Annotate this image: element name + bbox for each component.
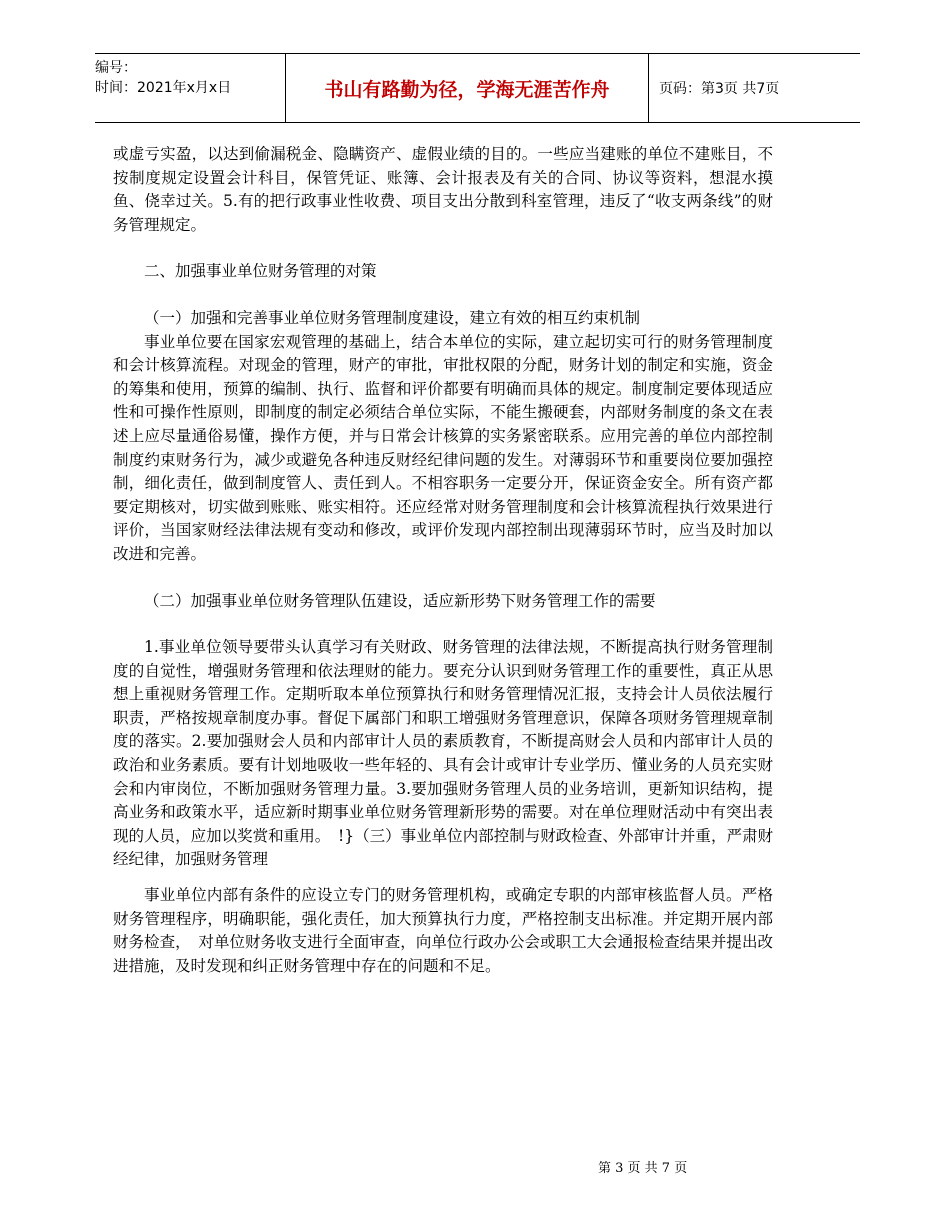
page-footer: 第 3 页 共 7 页	[598, 1161, 688, 1176]
section-heading-2: 二、加强事业单位财务管理的对策	[144, 262, 377, 281]
header-meta	[95, 54, 285, 122]
document-body	[113, 143, 773, 978]
paragraph-internal-control: 事业单位内部有条件的应设立专门的财务管理机构，或确定专职的内部审核监督人员。严格财务管理程序，明确职能，强化责任，加大预算执行力度，严格控制支出标准。并定期开展内部财务检查， 对单位财务收支进行全面审查，向单位行政办公会或职工大会通报检查结果并提出改进措施，及时发现和纠正财务管理中存在的问题和不足。	[113, 886, 773, 975]
subsection-heading-1: （一）加强和完善事业单位财务管理制度建设，建立有效的相互约束机制	[144, 308, 641, 327]
paragraph-intro: 或虚亏实盈，以达到偷漏税金、隐瞒资产、虚假业绩的目的。一些应当建账的单位不建账目，不按制度规定设置会计科目，保管凭证、账簿、会计报表及有关的合同、协议等资料，想混水摸鱼、侥幸过关。5.有的把行政事业性收费、项目支出分散到科室管理，违反了“收支两条线”的财务管理规定。	[113, 145, 773, 234]
page-header	[95, 53, 860, 123]
header-page-info: 页码：第3页 共7页	[659, 81, 780, 97]
paragraph-system-building: 事业单位要在国家宏观管理的基础上，结合本单位的实际，建立起切实可行的财务管理制度和会计核算流程。对现金的管理，财产的审批，审批权限的分配，财务计划的制定和实施，资金的筹集和使用，预算的编制、执行、监督和评价都要有明确而具体的规定。制度制定要体现适应性和可操作性原则，即制度的制定必须结合单位实际，不能生搬硬套，内部财务制度的条文在表述上应尽量通俗易懂，操作方便，并与日常会计核算的实务紧密联系。应用完善的单位内部控制制度约束财务行为，减少或避免各种违反财经纪律问题的发生。对薄弱环节和重要岗位要加强控制，细化责任，做到制度管人、责任到人。不相容职务一定要分开，保证资金安全。所有资产都要定期核对，切实做到账账、账实相符。还应经常对财务管理制度和会计核算流程执行效果进行评价，当国家财经法律法规有变动和修改，或评价发现内部控制出现薄弱环节时，应当及时加以改进和完善。	[113, 332, 773, 563]
document-time-label: 时间：2021年x月x日	[95, 80, 232, 96]
subsection-heading-2: （二）加强事业单位财务管理队伍建设，适应新形势下财务管理工作的需要	[144, 591, 656, 610]
header-motto: 书山有路勤为径，学海无涯苦作舟	[285, 54, 649, 122]
document-number-label: 编号：	[95, 60, 137, 76]
paragraph-team-building: 1.事业单位领导要带头认真学习有关财政、财务管理的法律法规，不断提高执行财务管理制度的自觉性，增强财务管理和依法理财的能力。要充分认识到财务管理工作的重要性，真正从思想上重视财务管理工作。定期听取本单位预算执行和财务管理情况汇报，支持会计人员依法履行职责，严格按规章制度办事。督促下属部门和职工增强财务管理意识，保障各项财务管理规章制度的落实。2.要加强财会人员和内部审计人员的素质教育，不断提高财会人员和内部审计人员的政治和业务素质。要有计划地吸收一些年轻的、具有会计或审计专业学历、懂业务的人员充实财会和内审岗位，不断加强财务管理力量。3.要加强财务管理人员的业务培训，更新知识结构，提高业务和政策水平，适应新时期事业单位财务管理新形势的需要。对在单位理财活动中有突出表现的人员，应加以奖赏和重用。 !}（三）事业单位内部控制与财政检查、外部审计并重，严肃财经纪律，加强财务管理	[113, 638, 773, 869]
